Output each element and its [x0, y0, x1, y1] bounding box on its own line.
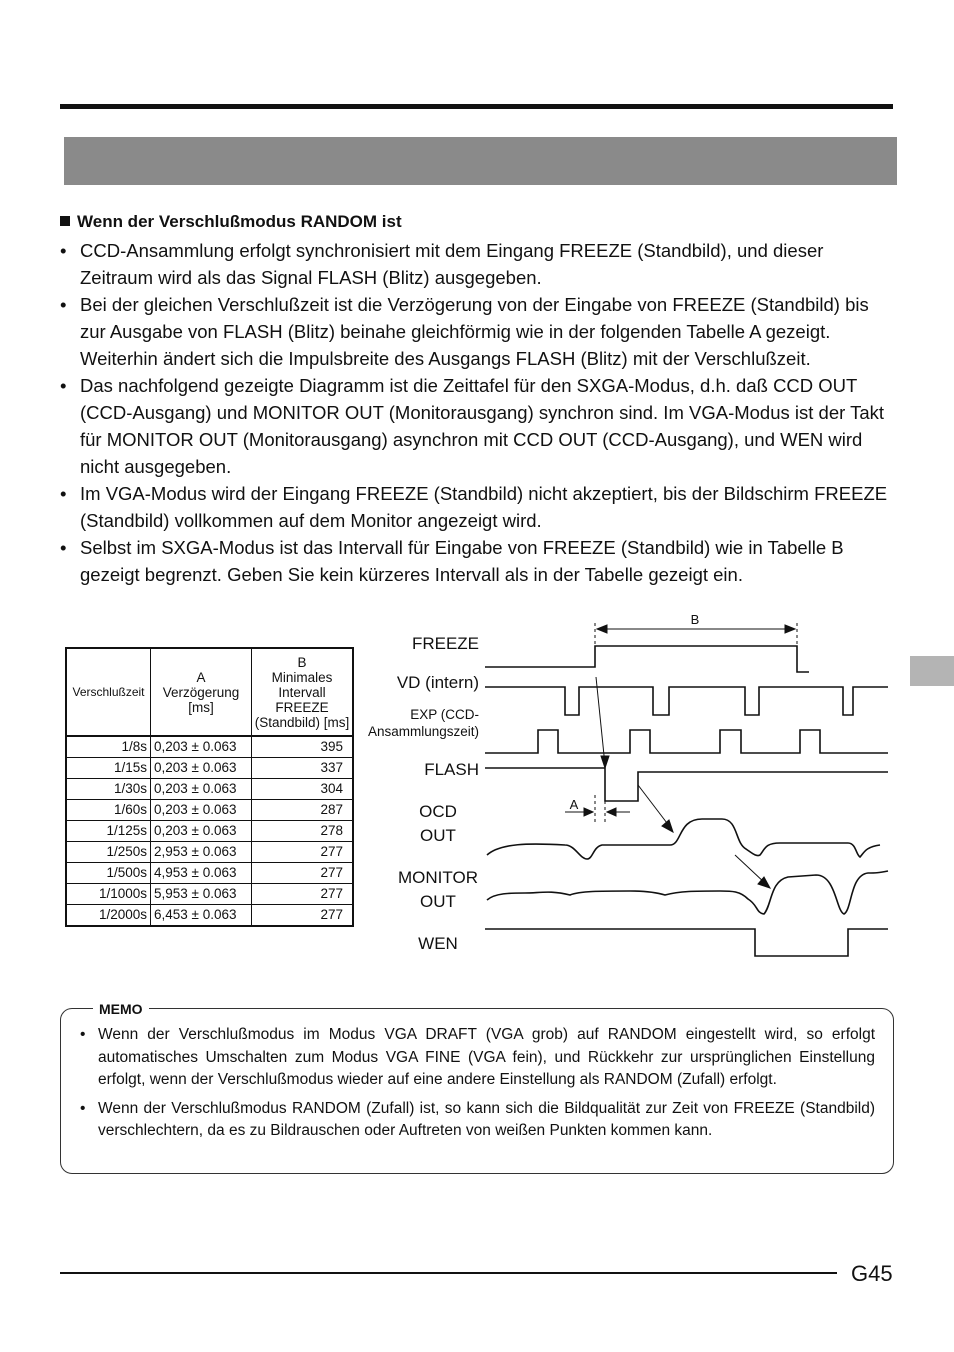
cell-interval: 277 — [252, 863, 354, 884]
ocd-out-signal — [487, 819, 880, 859]
bullet-item: • Bei der gleichen Verschlußzeit ist die Verzögerung von der Eingabe von FREEZE (Standbild) bis zur Ausgabe von FLASH (Blitz) beinahe gleichförmig wie in der folgenden Tabelle A gezeigt. Weiterhin ändert sich die Impulsbreite des Ausgangs FLASH (Blitz) mit der Verschlußzeit. — [58, 291, 898, 372]
cell-shutter: 1/8s — [66, 736, 151, 758]
label-vd: VD (intern) — [396, 673, 479, 692]
cell-delay: 0,203 ± 0.063 — [151, 736, 252, 758]
cell-interval: 337 — [252, 758, 354, 779]
ocd-to-monitor-line — [735, 855, 765, 883]
bullet-item: • Das nachfolgend gezeigte Diagramm ist die Zeittafel für den SXGA-Modus, d.h. daß CCD OUT (CCD-Ausgang) und MONITOR OUT (Monitorausgang) synchron sind. Im VGA-Modus ist der Takt für MONITOR OUT (Monitorausgang) asynchron mit CCD OUT (CCD-Ausgang), und WEN wird nicht ausgegeben. — [58, 372, 898, 480]
cell-shutter: 1/15s — [66, 758, 151, 779]
section-heading — [60, 212, 402, 232]
cell-shutter: 1/125s — [66, 821, 151, 842]
timing-diagram — [360, 605, 900, 965]
freeze-to-flash-arrow-icon — [601, 756, 609, 768]
cell-delay: 0,203 ± 0.063 — [151, 779, 252, 800]
section-heading-text: Wenn der Verschlußmodus RANDOM ist — [77, 212, 402, 231]
header-delay: A Verzögerung [ms] — [151, 648, 252, 736]
exp-signal — [485, 730, 888, 753]
cell-shutter: 1/2000s — [66, 905, 151, 927]
freeze-signal — [485, 646, 809, 672]
top-rule — [60, 104, 893, 109]
cell-interval: 278 — [252, 821, 354, 842]
table-row — [66, 884, 353, 905]
bullet-item: • CCD-Ansammlung erfolgt synchronisiert mit dem Eingang FREEZE (Standbild), und dieser Zeitraum wird als das Signal FLASH (Blitz) ausgegeben. — [58, 237, 898, 291]
a-arrow-left-icon — [584, 808, 593, 816]
table-row — [66, 905, 353, 927]
header-interval: B Minimales Intervall FREEZE (Standbild) [ms] — [252, 648, 354, 736]
cell-shutter: 1/30s — [66, 779, 151, 800]
side-tab — [910, 656, 954, 686]
marker-b: B — [690, 612, 700, 627]
memo-list — [78, 1024, 875, 1149]
label-monitor: MONITOR — [398, 868, 478, 887]
flash-to-ocd-line — [638, 785, 670, 827]
cell-delay: 4,953 ± 0.063 — [151, 863, 252, 884]
flash-to-ocd-arrow-icon — [662, 820, 673, 832]
a-arrow-right-icon — [607, 808, 616, 816]
cell-interval: 277 — [252, 842, 354, 863]
table-row — [66, 736, 353, 758]
memo-item: • Wenn der Verschlußmodus im Modus VGA DRAFT (VGA grob) auf RANDOM eingestellt wird, so erfolgt automatisches Umschalten zum Modus VGA FINE (VGA fein), und Rückkehr zur ursprünglichen Einstellung erfolgt, wenn der Verschlußmodus wieder auf eine andere Einstellung als RANDOM (Zufall) erfolgt. — [78, 1024, 875, 1092]
title-bar — [64, 137, 897, 185]
table-row — [66, 842, 353, 863]
table-row — [66, 800, 353, 821]
label-wen: WEN — [418, 934, 458, 953]
cell-interval: 395 — [252, 736, 354, 758]
label-freeze: FREEZE — [411, 634, 479, 653]
cell-interval: 287 — [252, 800, 354, 821]
table-header-row — [66, 648, 353, 736]
marker-a: A — [569, 797, 579, 812]
bullet-item: • Selbst im SXGA-Modus ist das Intervall für Eingabe von FREEZE (Standbild) wie in Tabelle B gezeigt begrenzt. Geben Sie kein kürzeres Intervall als in der Tabelle gezeigt ein. — [58, 534, 898, 588]
cell-delay: 6,453 ± 0.063 — [151, 905, 252, 927]
cell-delay: 2,953 ± 0.063 — [151, 842, 252, 863]
bullet-list — [58, 237, 898, 588]
memo-item: • Wenn der Verschlußmodus RANDOM (Zufall) ist, so kann sich die Bildqualität zur Zeit von FREEZE (Standbild) verschlechtern, da es zu Bildrauschen oder Auftreten von weißen Punkten kommen kann. — [78, 1098, 875, 1143]
cell-delay: 0,203 ± 0.063 — [151, 758, 252, 779]
label-monitor-out: OUT — [420, 892, 456, 911]
b-arrow-left-icon — [597, 625, 607, 633]
cell-shutter: 1/60s — [66, 800, 151, 821]
monitor-out-signal — [487, 871, 888, 914]
table-row — [66, 758, 353, 779]
wen-signal — [485, 929, 888, 956]
cell-delay: 0,203 ± 0.063 — [151, 821, 252, 842]
label-ocd-out: OUT — [420, 826, 456, 845]
bottom-rule — [60, 1272, 837, 1274]
cell-shutter: 1/250s — [66, 842, 151, 863]
cell-interval: 304 — [252, 779, 354, 800]
bullet-item: • Im VGA-Modus wird der Eingang FREEZE (Standbild) nicht akzeptiert, bis der Bildschirm FREEZE (Standbild) vollkommen auf dem Monitor angezeigt wird. — [58, 480, 898, 534]
square-bullet-icon — [60, 216, 70, 226]
cell-shutter: 1/1000s — [66, 884, 151, 905]
table-row — [66, 821, 353, 842]
freeze-to-flash-line — [596, 677, 605, 765]
label-exp: EXP (CCD- — [410, 707, 479, 722]
cell-interval: 277 — [252, 884, 354, 905]
cell-delay: 5,953 ± 0.063 — [151, 884, 252, 905]
header-shutter: Verschlußzeit — [66, 648, 151, 736]
label-flash: FLASH — [424, 760, 479, 779]
memo-label: MEMO — [93, 1001, 149, 1017]
label-ocd: OCD — [419, 802, 457, 821]
table-row — [66, 863, 353, 884]
cell-interval: 277 — [252, 905, 354, 927]
cell-shutter: 1/500s — [66, 863, 151, 884]
cell-delay: 0,203 ± 0.063 — [151, 800, 252, 821]
flash-signal — [485, 768, 888, 801]
b-arrow-right-icon — [785, 625, 795, 633]
vd-signal — [485, 687, 888, 715]
timing-table — [65, 647, 354, 927]
label-exp-sub: Ansammlungszeit) — [367, 724, 479, 739]
table-row — [66, 779, 353, 800]
page-number: G45 — [851, 1261, 893, 1286]
